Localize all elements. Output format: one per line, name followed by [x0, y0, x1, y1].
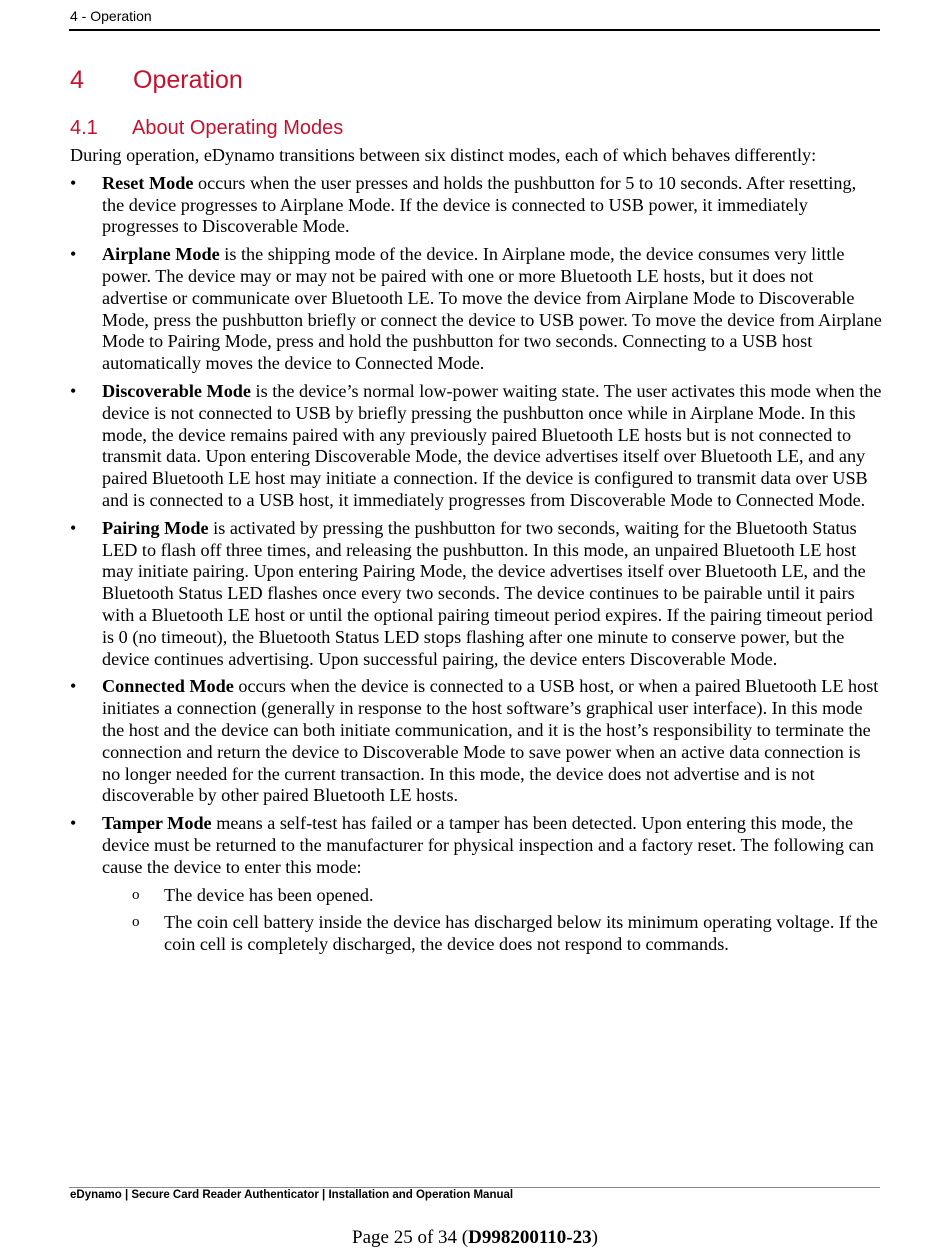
mode-item-connected	[70, 676, 882, 807]
mode-name: Reset Mode	[102, 172, 194, 193]
mode-name: Tamper Mode	[102, 813, 212, 834]
mode-description: is the shipping mode of the device. In Airplane mode, the device consumes very little power. The device may or may not be paired with one or more Bluetooth LE hosts, but it does not advertise or communicate over Bluetooth LE. To move the device from Airplane Mode to Discoverable Mode, press the pushbutton briefly or connect the device to USB power. To move the device from Airplane Mode to Pairing Mode, press and hold the pushbutton for two seconds. Connecting to a USB host automatically moves the device to Connected Mode.	[102, 244, 882, 374]
document-number: D998200110-23	[468, 1227, 592, 1248]
section-title: Operation	[133, 66, 243, 94]
subsection-number: 4.1	[70, 117, 98, 139]
body-content	[70, 145, 882, 962]
mode-item-airplane	[70, 244, 882, 375]
section-heading	[70, 66, 243, 95]
mode-description: occurs when the device is connected to a USB host, or when a paired Bluetooth LE host initiates a connection (generally in response to the host software’s graphical user interface). In this mode the host and the device can both initiate communication, and it is the host’s responsibility to terminate the connection and return the device to Discoverable Mode to save power when an active data connection is no longer needed for the current transaction. In this mode, the device does not advertise and is not discoverable by other paired Bluetooth LE hosts.	[102, 676, 879, 806]
header-rule	[69, 29, 880, 31]
mode-name: Airplane Mode	[102, 244, 220, 265]
tamper-cause-list	[102, 885, 882, 956]
running-header: 4 - Operation	[70, 8, 152, 24]
footer-document-title: eDynamo | Secure Card Reader Authenticator | Installation and Operation Manual	[70, 1189, 514, 1201]
mode-name: Pairing Mode	[102, 517, 209, 538]
mode-description: is the device’s normal low-power waiting state. The user activates this mode when the device is not connected to USB by briefly pressing the pushbutton once while in Airplane Mode. In this mode, the device remains paired with any previously paired Bluetooth LE hosts but is not connected to transmit data. Upon entering Discoverable Mode, the device advertises itself over Bluetooth LE, and any paired Bluetooth LE host may initiate a connection. If the device is configured to transmit data over USB and is connected to a USB host, it immediately progresses from Discoverable Mode to Connected Mode.	[102, 380, 882, 510]
mode-item-tamper	[70, 813, 882, 956]
tamper-cause-item: o The device has been opened.	[102, 885, 882, 907]
footer-rule	[69, 1187, 880, 1188]
page-suffix: )	[591, 1227, 598, 1248]
mode-description: occurs when the user presses and holds the pushbutton for 5 to 10 seconds. After resetting, the device progresses to Airplane Mode. If the device is connected to USB power, it immediately progresses to Discoverable Mode.	[102, 172, 857, 237]
page-prefix: Page 25 of 34 (	[352, 1227, 469, 1248]
mode-item-discoverable	[70, 381, 882, 512]
page-number	[0, 1227, 950, 1249]
tamper-cause-item: o The coin cell battery inside the device has discharged below its minimum operating voltage. If the coin cell is completely discharged, the device does not respond to commands.	[102, 912, 882, 956]
mode-list	[70, 173, 882, 956]
subsection-title: About Operating Modes	[132, 117, 344, 139]
mode-description: is activated by pressing the pushbutton for two seconds, waiting for the Bluetooth Status LED to flash off three times, and releasing the pushbutton. In this mode, an unpaired Bluetooth LE host may initiate pairing. Upon entering Pairing Mode, the device advertises itself over Bluetooth LE, and the Bluetooth Status LED flashes once every two seconds. The device continues to be pairable until it pairs with a Bluetooth LE host or until the optional pairing timeout period expires. If the pairing timeout period is 0 (no timeout), the Bluetooth Status LED stops flashing after one minute to conserve power, but the device continues advertising. Upon successful pairing, the device enters Discoverable Mode.	[102, 517, 873, 669]
intro-paragraph: During operation, eDynamo transitions between six distinct modes, each of which behaves differently:	[70, 145, 817, 165]
section-number: 4	[70, 66, 84, 94]
mode-item-pairing	[70, 518, 882, 671]
mode-item-reset	[70, 173, 882, 238]
subsection-heading	[70, 117, 343, 140]
mode-name: Connected Mode	[102, 676, 234, 697]
mode-name: Discoverable Mode	[102, 380, 251, 401]
mode-description: means a self-test has failed or a tamper has been detected. Upon entering this mode, the device must be returned to the manufacturer for physical inspection and a factory reset. The following can cause the device to enter this mode:	[102, 813, 874, 877]
